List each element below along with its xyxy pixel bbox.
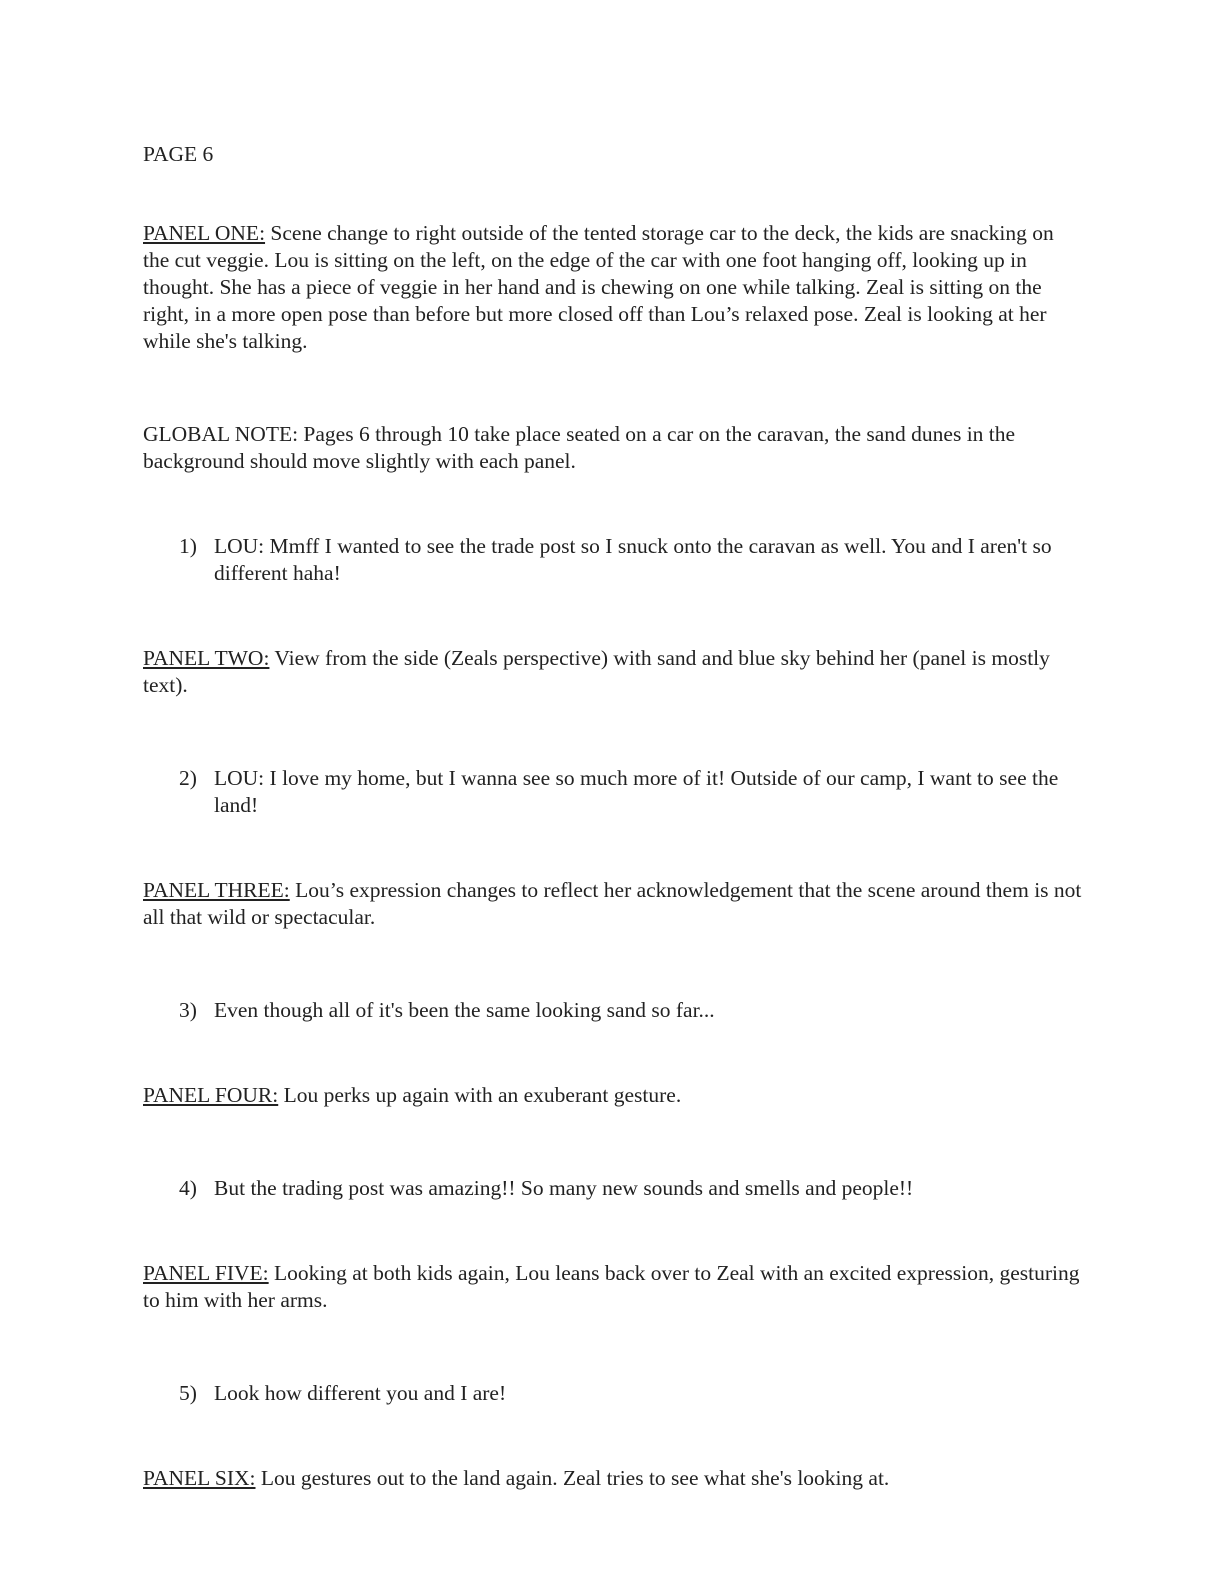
panel-six-text: Lou gestures out to the land again. Zeal tries to see what she's looking at. — [255, 1466, 890, 1490]
dialogue-number-3: 3) — [179, 998, 197, 1022]
dialogue-number-5: 5) — [179, 1381, 197, 1405]
dialogue-line-1 — [143, 533, 1074, 587]
panel-one-description — [143, 220, 1083, 355]
dialogue-number-4: 4) — [179, 1176, 197, 1200]
script-page — [143, 141, 1083, 1544]
dialogue-text-1: LOU: Mmff I wanted to see the trade post so I snuck onto the caravan as well. You and I aren't so different haha! — [214, 534, 1052, 585]
panel-six-heading: PANEL SIX: — [143, 1466, 256, 1490]
dialogue-line-3 — [143, 997, 1074, 1024]
panel-four-description — [143, 1082, 1083, 1109]
panel-four-text: Lou perks up again with an exuberant gesture. — [278, 1083, 682, 1107]
panel-three-description — [143, 877, 1083, 931]
panel-five-heading: PANEL FIVE: — [143, 1261, 269, 1285]
dialogue-text-5: Look how different you and I are! — [214, 1381, 507, 1405]
dialogue-number-2: 2) — [179, 766, 197, 790]
dialogue-text-3: Even though all of it's been the same looking sand so far... — [214, 998, 715, 1022]
panel-three-heading: PANEL THREE: — [143, 878, 290, 902]
dialogue-text-4: But the trading post was amazing!! So many new sounds and smells and people!! — [214, 1176, 914, 1200]
panel-five-description — [143, 1260, 1083, 1314]
panel-two-heading: PANEL TWO: — [143, 646, 270, 670]
global-note: GLOBAL NOTE: Pages 6 through 10 take place seated on a car on the caravan, the sand dunes in the background should move slightly with each panel. — [143, 422, 1016, 473]
dialogue-number-1: 1) — [179, 534, 197, 558]
panel-six-description — [143, 1465, 1083, 1492]
panel-one-heading: PANEL ONE: — [143, 221, 266, 245]
panel-five-text: Looking at both kids again, Lou leans back over to Zeal with an excited expression, gesturing to him with her arms. — [143, 1261, 1080, 1312]
panel-two-description — [143, 645, 1083, 699]
dialogue-line-2 — [143, 765, 1074, 819]
dialogue-line-5 — [143, 1380, 1074, 1407]
page-number: PAGE 6 — [143, 142, 214, 166]
dialogue-line-4 — [143, 1175, 1074, 1202]
panel-four-heading: PANEL FOUR: — [143, 1083, 279, 1107]
panel-one-text: Scene change to right outside of the tented storage car to the deck, the kids are snacking on the cut veggie. Lou is sitting on the left, on the edge of the car with one foot hanging off, looking up in thought. She has a piece of veggie in her hand and is chewing on one while talking. Zeal is sitting on the right, in a more open pose than before but more closed off than Lou’s relaxed pose. Zeal is looking at her while she's talking. — [143, 221, 1054, 353]
panel-two-text: View from the side (Zeals perspective) with sand and blue sky behind her (panel is mostly text). — [143, 646, 1050, 697]
panel-three-text: Lou’s expression changes to reflect her acknowledgement that the scene around them is not all that wild or spectacular. — [143, 878, 1082, 929]
dialogue-text-2: LOU: I love my home, but I wanna see so much more of it! Outside of our camp, I want to see the land! — [214, 766, 1059, 817]
